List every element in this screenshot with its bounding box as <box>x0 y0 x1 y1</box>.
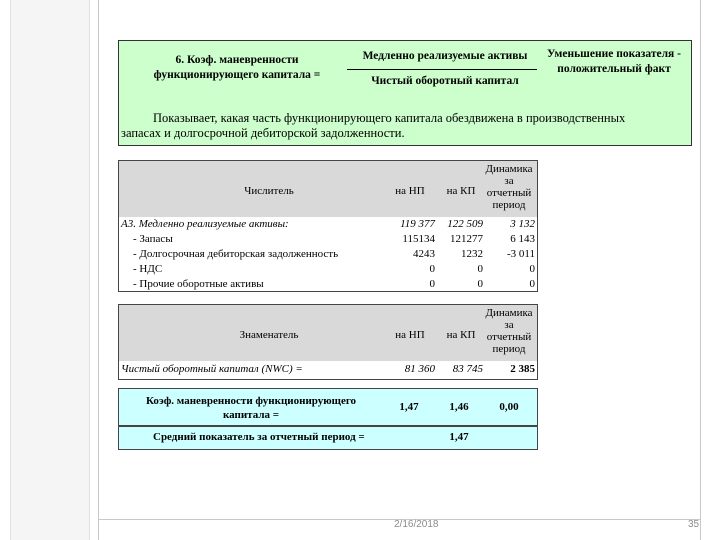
result-dyn: 0,00 <box>499 401 519 413</box>
row-other-dyn: 0 <box>529 278 535 290</box>
result-kp: 1,46 <box>449 401 469 413</box>
formula-title-line1: 6. Коэф. маневренности <box>175 54 299 66</box>
result-label-line1: Коэф. маневренности функционирующего <box>145 395 357 407</box>
row-a3-dyn: 3 132 <box>510 218 535 230</box>
nwc-label: Чистый оборотный капитал (NWC) = <box>121 363 303 375</box>
formula-denominator: Чистый оборотный капитал <box>371 75 519 87</box>
den-col-dyn-line4: период <box>492 343 526 355</box>
numerator-header-label: Числитель <box>244 185 294 197</box>
formula-description <box>119 111 691 141</box>
row-inventory-kp: 121277 <box>450 233 483 245</box>
denominator-table <box>118 304 538 380</box>
formula-desc-line2: запасах и долгосрочной дебиторской задолженности. <box>121 126 405 140</box>
result-row <box>118 388 538 426</box>
formula-note <box>539 47 689 77</box>
formula-title-line2: функционирующего капитала = <box>153 69 321 81</box>
formula-note-line2: положительный факт <box>557 63 671 75</box>
den-col-dyn-line1: Динамика <box>485 307 533 319</box>
formula-title <box>137 53 337 83</box>
row-inventory-label: - Запасы <box>133 233 173 245</box>
numerator-table <box>118 160 538 292</box>
den-col-header-dynamics <box>481 307 537 355</box>
average-label: Средний показатель за отчетный период = <box>153 431 365 443</box>
row-other-label: - Прочие оборотные активы <box>133 278 264 290</box>
fraction-line <box>347 69 537 70</box>
col-header-kp: на КП <box>446 185 476 197</box>
den-col-dyn-line2: за <box>504 319 514 331</box>
col-dyn-line3: отчетный <box>486 187 532 199</box>
row-vat-np: 0 <box>429 263 435 275</box>
row-vat-label: - НДС <box>133 263 163 275</box>
col-header-np: на НП <box>395 185 425 197</box>
formula-box <box>118 40 692 146</box>
nwc-kp: 83 745 <box>452 363 483 375</box>
result-label-line2: капитала = <box>222 409 280 421</box>
slide-date: 2/16/2018 <box>394 519 439 530</box>
denominator-header-label: Знаменатель <box>239 329 299 341</box>
slide-right-margin <box>700 0 720 540</box>
row-a3-np: 119 377 <box>400 218 435 230</box>
row-ltreceivables-label: - Долгосрочная дебиторская задолженность <box>133 248 339 260</box>
result-np: 1,47 <box>399 401 419 413</box>
row-vat-dyn: 0 <box>529 263 535 275</box>
col-dyn-line2: за <box>504 175 514 187</box>
row-inventory-dyn: 6 143 <box>510 233 535 245</box>
col-dyn-line4: период <box>492 199 526 211</box>
row-ltreceivables-dyn: -3 011 <box>506 248 535 260</box>
den-col-header-np: на НП <box>395 329 425 341</box>
den-col-dyn-line3: отчетный <box>486 331 532 343</box>
formula-note-line1: Уменьшение показателя - <box>547 48 681 60</box>
average-row <box>118 426 538 450</box>
average-value: 1,47 <box>449 431 469 443</box>
row-other-kp: 0 <box>477 278 483 290</box>
row-ltreceivables-np: 4243 <box>413 248 435 260</box>
formula-desc-line1: Показывает, какая часть функционирующего капитала обездвижена в производственных <box>153 111 626 125</box>
result-label <box>119 394 383 422</box>
nwc-dyn: 2 385 <box>510 363 535 375</box>
row-vat-kp: 0 <box>477 263 483 275</box>
row-a3-kp: 122 509 <box>447 218 483 230</box>
col-header-dynamics <box>481 163 537 211</box>
row-ltreceivables-kp: 1232 <box>461 248 483 260</box>
nwc-np: 81 360 <box>404 363 435 375</box>
row-other-np: 0 <box>429 278 435 290</box>
slide-left-margin <box>0 0 99 540</box>
den-col-header-kp: на КП <box>446 329 476 341</box>
formula-numerator: Медленно реализуемые активы <box>362 50 528 62</box>
slide-page-number: 35 <box>688 519 700 530</box>
row-inventory-np: 115134 <box>402 233 435 245</box>
row-a3-label: А3. Медленно реализуемые активы: <box>121 218 289 230</box>
col-dyn-line1: Динамика <box>485 163 533 175</box>
slide-left-stripe <box>10 0 90 540</box>
